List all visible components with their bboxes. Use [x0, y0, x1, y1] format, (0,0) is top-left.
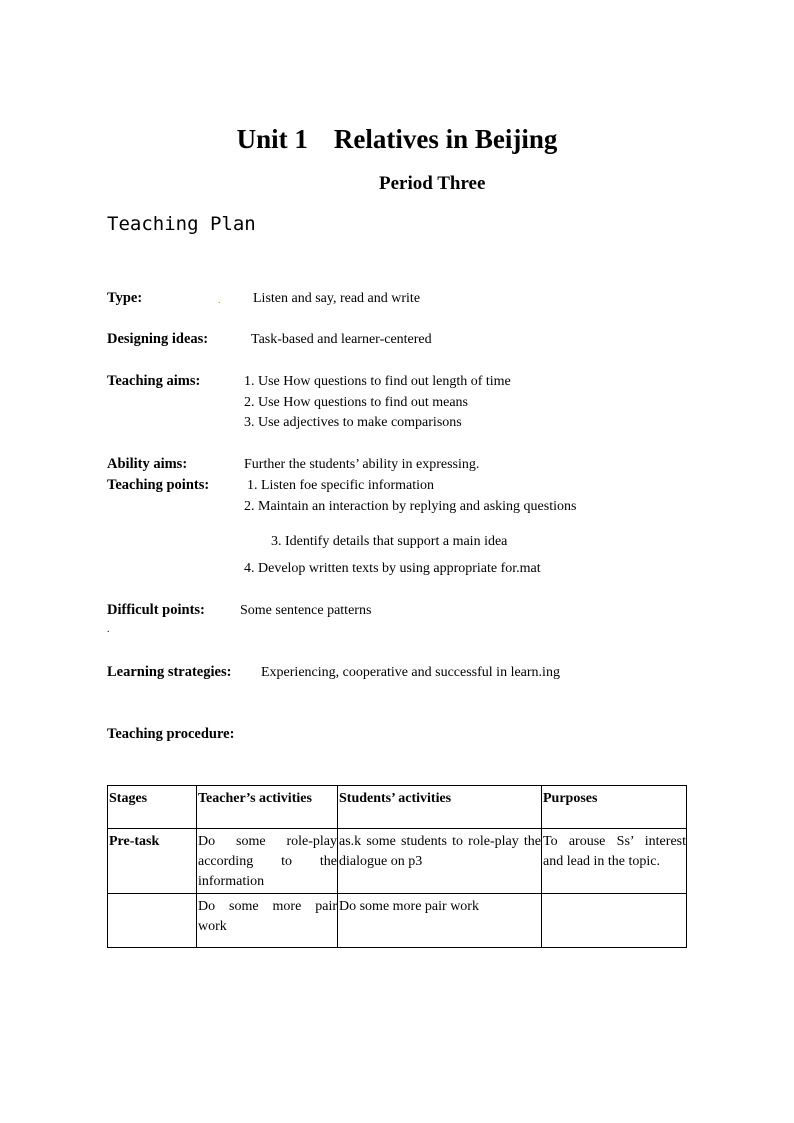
teaching-aim-item: 1. Use How questions to find out length of time [244, 374, 511, 389]
stray-dot-icon: . [107, 624, 110, 635]
table-cell-purpose [542, 894, 687, 948]
title-unit: Unit 1 [236, 124, 308, 154]
table-cell-students: as.k some students to role-play the dialogue on p3 [338, 829, 542, 894]
bullet-dot-icon: . [218, 295, 221, 306]
table-cell-purpose: To arouse Ss’ interest and lead in the topic. [542, 829, 687, 894]
designing-ideas-label: Designing ideas: [107, 331, 209, 347]
period-subtitle: Period Three [379, 173, 486, 194]
learning-strategies-value: Experiencing, cooperative and successful in learn.ing [261, 665, 560, 680]
table-cell-stage [108, 894, 197, 948]
teaching-procedure-label: Teaching procedure: [107, 726, 235, 742]
teaching-point-item: 4. Develop written texts by using appropriate for.mat [244, 561, 541, 576]
teaching-points-label: Teaching points: [107, 477, 210, 493]
teaching-point-item: 2. Maintain an interaction by replying and asking questions [244, 499, 577, 514]
type-label: Type: [107, 290, 143, 306]
document-title [0, 124, 794, 155]
ability-aims-value: Further the students’ ability in expressing. [244, 457, 480, 472]
procedure-table [107, 785, 687, 948]
table-row [108, 894, 687, 948]
table-header-cell: Purposes [542, 786, 687, 829]
difficult-points-label: Difficult points: [107, 602, 205, 618]
teaching-aim-item: 3. Use adjectives to make comparisons [244, 415, 462, 430]
table-header-row [108, 786, 687, 829]
ability-aims-label: Ability aims: [107, 456, 188, 472]
learning-strategies-label: Learning strategies: [107, 664, 232, 680]
teaching-point-item: 1. Listen foe specific information [247, 478, 434, 493]
table-header-cell: Teacher’s activities [197, 786, 338, 829]
difficult-points-value: Some sentence patterns [240, 603, 372, 618]
title-text: Relatives in Beijing [333, 124, 558, 154]
table-cell-teacher: Do some role-play according to the information [197, 829, 338, 894]
teaching-aims-label: Teaching aims: [107, 373, 201, 389]
teaching-aim-item: 2. Use How questions to find out means [244, 395, 468, 410]
designing-ideas-value: Task-based and learner-centered [251, 332, 432, 347]
table-header-cell: Stages [108, 786, 197, 829]
table-cell-teacher: Do some more pair work [197, 894, 338, 948]
table-row [108, 829, 687, 894]
teaching-point-item: 3. Identify details that support a main idea [271, 534, 508, 549]
table-cell-stage: Pre-task [108, 829, 197, 894]
table-cell-students: Do some more pair work [338, 894, 542, 948]
type-value: Listen and say, read and write [253, 291, 421, 306]
plan-heading: Teaching Plan [107, 213, 256, 235]
table-header-cell: Students’ activities [338, 786, 542, 829]
